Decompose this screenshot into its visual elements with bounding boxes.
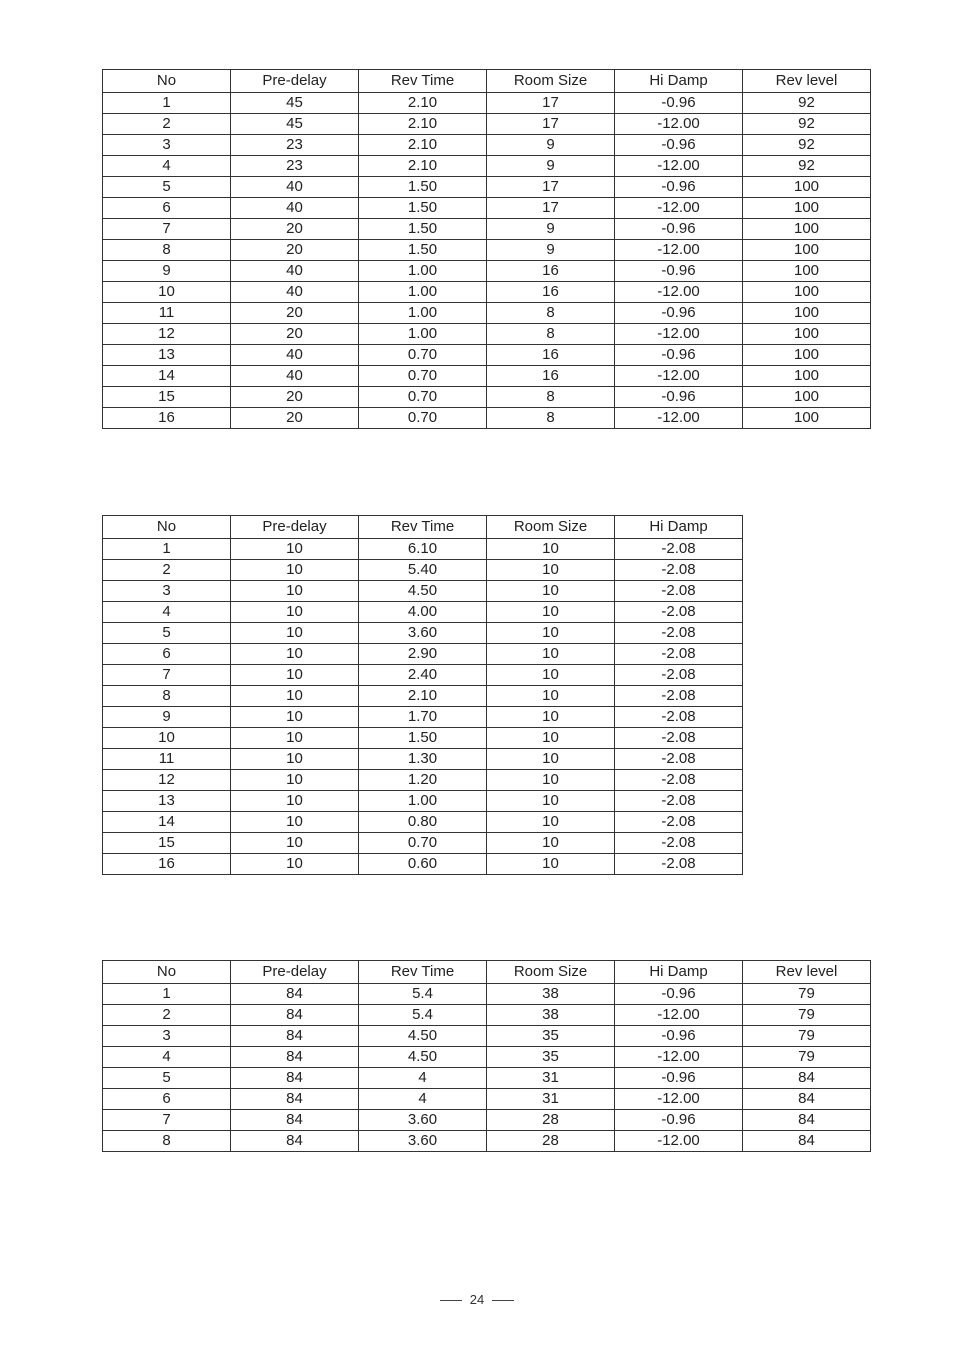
table-cell: -2.08 xyxy=(615,602,743,623)
table-cell: 10 xyxy=(231,665,359,686)
table-cell: 92 xyxy=(743,114,871,135)
column-header: No xyxy=(103,516,231,539)
table-cell: 12 xyxy=(103,324,231,345)
table-cell: -0.96 xyxy=(615,303,743,324)
table-cell: 17 xyxy=(487,93,615,114)
table-cell: 40 xyxy=(231,177,359,198)
table-row xyxy=(103,261,871,282)
table-cell: 100 xyxy=(743,282,871,303)
table-cell: 10 xyxy=(487,707,615,728)
table-row xyxy=(103,135,871,156)
table-cell: 79 xyxy=(743,1026,871,1047)
table-cell: 100 xyxy=(743,177,871,198)
table-cell: -0.96 xyxy=(615,93,743,114)
table-cell: 8 xyxy=(103,240,231,261)
reverb-table-1 xyxy=(102,69,871,429)
table-cell: 4.50 xyxy=(359,1047,487,1068)
table-cell: 4.50 xyxy=(359,581,487,602)
table-cell: 2.10 xyxy=(359,156,487,177)
table-cell: 17 xyxy=(487,114,615,135)
table-cell: 1 xyxy=(103,984,231,1005)
table-cell: -12.00 xyxy=(615,408,743,429)
reverb-table-3 xyxy=(102,960,871,1152)
table-cell: 4 xyxy=(359,1089,487,1110)
table-cell: 9 xyxy=(487,240,615,261)
column-header: Rev level xyxy=(743,70,871,93)
table-cell: 1.00 xyxy=(359,261,487,282)
table-cell: 16 xyxy=(487,282,615,303)
table-cell: -2.08 xyxy=(615,581,743,602)
table-cell: -12.00 xyxy=(615,1047,743,1068)
table-row xyxy=(103,707,743,728)
table-cell: 2.10 xyxy=(359,135,487,156)
table-cell: 1.50 xyxy=(359,177,487,198)
table-cell: 0.70 xyxy=(359,833,487,854)
table-cell: 23 xyxy=(231,156,359,177)
table-cell: 4 xyxy=(103,1047,231,1068)
column-header: Rev Time xyxy=(359,961,487,984)
table-row xyxy=(103,93,871,114)
table-header-row xyxy=(103,516,743,539)
table-cell: 4.00 xyxy=(359,602,487,623)
column-header: Room Size xyxy=(487,516,615,539)
table-cell: -2.08 xyxy=(615,539,743,560)
column-header: No xyxy=(103,70,231,93)
table-cell: 92 xyxy=(743,156,871,177)
table-cell: 17 xyxy=(487,177,615,198)
table-cell: 10 xyxy=(231,854,359,875)
table-cell: 3 xyxy=(103,1026,231,1047)
table-row xyxy=(103,665,743,686)
table-cell: 10 xyxy=(487,749,615,770)
column-header: Room Size xyxy=(487,961,615,984)
table-cell: 5.40 xyxy=(359,560,487,581)
table-cell: 2 xyxy=(103,560,231,581)
table-cell: 84 xyxy=(743,1131,871,1152)
table-cell: 3.60 xyxy=(359,623,487,644)
table-cell: 6 xyxy=(103,1089,231,1110)
table-cell: 79 xyxy=(743,1005,871,1026)
table-cell: 10 xyxy=(487,560,615,581)
table-cell: 100 xyxy=(743,198,871,219)
table-cell: 3.60 xyxy=(359,1131,487,1152)
table-cell: 1.70 xyxy=(359,707,487,728)
table-cell: 17 xyxy=(487,198,615,219)
table-cell: 84 xyxy=(231,1089,359,1110)
table-cell: 9 xyxy=(103,707,231,728)
table-cell: -12.00 xyxy=(615,366,743,387)
table-cell: -12.00 xyxy=(615,240,743,261)
table-cell: 12 xyxy=(103,770,231,791)
table-cell: -2.08 xyxy=(615,707,743,728)
table-cell: 4.50 xyxy=(359,1026,487,1047)
table-cell: 10 xyxy=(487,728,615,749)
table-cell: 1.00 xyxy=(359,324,487,345)
table-cell: 5 xyxy=(103,623,231,644)
table-row xyxy=(103,686,743,707)
table-row xyxy=(103,324,871,345)
table-cell: 1.50 xyxy=(359,240,487,261)
footer-dash-right xyxy=(492,1300,514,1301)
table-cell: 2.90 xyxy=(359,644,487,665)
table-cell: 2.10 xyxy=(359,114,487,135)
table-cell: 9 xyxy=(487,156,615,177)
table-cell: 100 xyxy=(743,219,871,240)
table-cell: 6 xyxy=(103,198,231,219)
table-cell: 6.10 xyxy=(359,539,487,560)
table-cell: 16 xyxy=(103,854,231,875)
table-cell: 1.20 xyxy=(359,770,487,791)
table-cell: 79 xyxy=(743,984,871,1005)
table-cell: 8 xyxy=(487,387,615,408)
table-cell: -0.96 xyxy=(615,387,743,408)
table-cell: -12.00 xyxy=(615,324,743,345)
table-cell: 11 xyxy=(103,749,231,770)
table-cell: 13 xyxy=(103,791,231,812)
table-row xyxy=(103,581,743,602)
table-cell: 0.70 xyxy=(359,387,487,408)
column-header: Rev level xyxy=(743,961,871,984)
table-cell: 10 xyxy=(231,581,359,602)
table-cell: 8 xyxy=(487,324,615,345)
table-row xyxy=(103,240,871,261)
table-cell: 1.00 xyxy=(359,303,487,324)
table-cell: 0.70 xyxy=(359,366,487,387)
table-cell: 16 xyxy=(487,345,615,366)
table-cell: 40 xyxy=(231,261,359,282)
table-row xyxy=(103,791,743,812)
table-cell: 6 xyxy=(103,644,231,665)
table-cell: 3.60 xyxy=(359,1110,487,1131)
table-cell: 1.30 xyxy=(359,749,487,770)
table-row xyxy=(103,539,743,560)
page-footer xyxy=(0,1292,954,1307)
table-cell: 10 xyxy=(231,749,359,770)
table-cell: 84 xyxy=(743,1089,871,1110)
table-cell: -2.08 xyxy=(615,812,743,833)
column-header: Hi Damp xyxy=(615,70,743,93)
table-row xyxy=(103,177,871,198)
table-cell: 100 xyxy=(743,240,871,261)
table-cell: 92 xyxy=(743,93,871,114)
table-row xyxy=(103,198,871,219)
table-cell: 31 xyxy=(487,1089,615,1110)
table-cell: 1 xyxy=(103,539,231,560)
table-cell: 79 xyxy=(743,1047,871,1068)
table-cell: 92 xyxy=(743,135,871,156)
table-cell: 11 xyxy=(103,303,231,324)
table-cell: 9 xyxy=(487,135,615,156)
table-row xyxy=(103,282,871,303)
table-cell: 38 xyxy=(487,1005,615,1026)
table-cell: 100 xyxy=(743,261,871,282)
table-cell: -0.96 xyxy=(615,345,743,366)
table-cell: 5.4 xyxy=(359,1005,487,1026)
table-cell: 10 xyxy=(103,282,231,303)
table-cell: 10 xyxy=(487,854,615,875)
table-cell: 5 xyxy=(103,1068,231,1089)
table-header-row xyxy=(103,70,871,93)
table-cell: -2.08 xyxy=(615,854,743,875)
table-cell: 16 xyxy=(103,408,231,429)
table-cell: 7 xyxy=(103,665,231,686)
table-cell: 10 xyxy=(487,602,615,623)
reverb-table-2 xyxy=(102,515,743,875)
table-cell: 15 xyxy=(103,833,231,854)
column-header: Rev Time xyxy=(359,516,487,539)
table-cell: 1.00 xyxy=(359,791,487,812)
table-row xyxy=(103,602,743,623)
table-cell: 40 xyxy=(231,366,359,387)
table-cell: 100 xyxy=(743,345,871,366)
table-cell: 84 xyxy=(231,1005,359,1026)
table-row xyxy=(103,1131,871,1152)
table-cell: -0.96 xyxy=(615,135,743,156)
table-row xyxy=(103,1089,871,1110)
table-cell: 5.4 xyxy=(359,984,487,1005)
table-cell: 0.60 xyxy=(359,854,487,875)
table-cell: 40 xyxy=(231,198,359,219)
column-header: Hi Damp xyxy=(615,516,743,539)
table-cell: 1.50 xyxy=(359,728,487,749)
table-cell: 10 xyxy=(231,539,359,560)
table-cell: 3 xyxy=(103,581,231,602)
table-row xyxy=(103,408,871,429)
table-cell: 10 xyxy=(231,791,359,812)
table-cell: 10 xyxy=(231,560,359,581)
table-cell: 0.70 xyxy=(359,408,487,429)
table-row xyxy=(103,623,743,644)
table-cell: -12.00 xyxy=(615,1131,743,1152)
table-cell: 2 xyxy=(103,1005,231,1026)
table-cell: 84 xyxy=(743,1068,871,1089)
table-row xyxy=(103,114,871,135)
table-cell: 10 xyxy=(231,812,359,833)
table-cell: 1.00 xyxy=(359,282,487,303)
page-number: 24 xyxy=(469,1292,485,1307)
column-header: No xyxy=(103,961,231,984)
table-cell: -0.96 xyxy=(615,261,743,282)
table-cell: 10 xyxy=(103,728,231,749)
table-cell: 8 xyxy=(487,408,615,429)
table-cell: -2.08 xyxy=(615,644,743,665)
column-header: Pre-delay xyxy=(231,70,359,93)
table-row xyxy=(103,854,743,875)
table-cell: 1.50 xyxy=(359,198,487,219)
table-cell: 84 xyxy=(231,1110,359,1131)
table-cell: 16 xyxy=(487,366,615,387)
table-cell: -2.08 xyxy=(615,728,743,749)
table-cell: 4 xyxy=(359,1068,487,1089)
table-cell: -0.96 xyxy=(615,1068,743,1089)
table-cell: 10 xyxy=(231,728,359,749)
table-cell: 35 xyxy=(487,1026,615,1047)
table-row xyxy=(103,303,871,324)
table-cell: 2.40 xyxy=(359,665,487,686)
table-cell: -0.96 xyxy=(615,1026,743,1047)
table-cell: 8 xyxy=(103,686,231,707)
table-cell: 10 xyxy=(487,539,615,560)
table-cell: 100 xyxy=(743,324,871,345)
table-cell: 10 xyxy=(231,602,359,623)
table-row xyxy=(103,366,871,387)
table-cell: 2.10 xyxy=(359,93,487,114)
table-cell: -2.08 xyxy=(615,665,743,686)
table-cell: 84 xyxy=(743,1110,871,1131)
table-cell: 9 xyxy=(487,219,615,240)
table-cell: 2.10 xyxy=(359,686,487,707)
table-cell: -0.96 xyxy=(615,177,743,198)
table-cell: -2.08 xyxy=(615,623,743,644)
table-header-row xyxy=(103,961,871,984)
table-cell: 0.70 xyxy=(359,345,487,366)
table-cell: -2.08 xyxy=(615,560,743,581)
table-cell: 8 xyxy=(103,1131,231,1152)
table-cell: 10 xyxy=(231,770,359,791)
table-row xyxy=(103,219,871,240)
table-cell: 9 xyxy=(103,261,231,282)
table-row xyxy=(103,345,871,366)
table-cell: 20 xyxy=(231,324,359,345)
table-row xyxy=(103,1068,871,1089)
table-cell: 10 xyxy=(231,833,359,854)
table-row xyxy=(103,984,871,1005)
table-cell: 10 xyxy=(487,833,615,854)
table-cell: 10 xyxy=(487,812,615,833)
table-cell: 38 xyxy=(487,984,615,1005)
table-row xyxy=(103,770,743,791)
table-cell: 20 xyxy=(231,303,359,324)
table-cell: 10 xyxy=(487,791,615,812)
table-cell: 45 xyxy=(231,114,359,135)
table-cell: 10 xyxy=(231,707,359,728)
table-cell: 10 xyxy=(487,623,615,644)
column-header: Room Size xyxy=(487,70,615,93)
table-cell: 84 xyxy=(231,1026,359,1047)
table-cell: 8 xyxy=(487,303,615,324)
table-cell: 100 xyxy=(743,408,871,429)
table-row xyxy=(103,812,743,833)
column-header: Pre-delay xyxy=(231,961,359,984)
table-cell: 28 xyxy=(487,1131,615,1152)
table-cell: 84 xyxy=(231,1047,359,1068)
table-cell: -12.00 xyxy=(615,1089,743,1110)
table-cell: 10 xyxy=(231,686,359,707)
table-cell: -2.08 xyxy=(615,833,743,854)
table-row xyxy=(103,1005,871,1026)
table-cell: 31 xyxy=(487,1068,615,1089)
table-cell: 28 xyxy=(487,1110,615,1131)
table-cell: 10 xyxy=(231,644,359,665)
table-cell: 7 xyxy=(103,219,231,240)
table-cell: 10 xyxy=(487,770,615,791)
table-cell: 4 xyxy=(103,602,231,623)
table-cell: 100 xyxy=(743,387,871,408)
table-cell: 7 xyxy=(103,1110,231,1131)
table-row xyxy=(103,1047,871,1068)
table-cell: 2 xyxy=(103,114,231,135)
table-cell: -0.96 xyxy=(615,1110,743,1131)
column-header: Hi Damp xyxy=(615,961,743,984)
table-cell: 40 xyxy=(231,282,359,303)
table-cell: 84 xyxy=(231,1068,359,1089)
table-row xyxy=(103,728,743,749)
table-cell: 5 xyxy=(103,177,231,198)
table-cell: -12.00 xyxy=(615,114,743,135)
table-cell: 84 xyxy=(231,1131,359,1152)
table-cell: 1.50 xyxy=(359,219,487,240)
footer-dash-left xyxy=(440,1300,462,1301)
table-row xyxy=(103,156,871,177)
table-cell: 23 xyxy=(231,135,359,156)
table-cell: -12.00 xyxy=(615,198,743,219)
table-cell: 3 xyxy=(103,135,231,156)
table-cell: 10 xyxy=(487,581,615,602)
table-cell: 20 xyxy=(231,408,359,429)
table-cell: 45 xyxy=(231,93,359,114)
table-row xyxy=(103,749,743,770)
table-cell: -2.08 xyxy=(615,686,743,707)
table-row xyxy=(103,560,743,581)
table-cell: -12.00 xyxy=(615,282,743,303)
table-row xyxy=(103,1110,871,1131)
table-cell: 16 xyxy=(487,261,615,282)
table-cell: -0.96 xyxy=(615,984,743,1005)
table-cell: 100 xyxy=(743,303,871,324)
table-row xyxy=(103,387,871,408)
table-cell: 40 xyxy=(231,345,359,366)
table-cell: 13 xyxy=(103,345,231,366)
table-cell: 14 xyxy=(103,812,231,833)
table-cell: 10 xyxy=(231,623,359,644)
table-cell: 84 xyxy=(231,984,359,1005)
table-cell: 10 xyxy=(487,644,615,665)
column-header: Rev Time xyxy=(359,70,487,93)
table-cell: -12.00 xyxy=(615,156,743,177)
table-row xyxy=(103,833,743,854)
table-cell: 1 xyxy=(103,93,231,114)
table-row xyxy=(103,1026,871,1047)
table-cell: 14 xyxy=(103,366,231,387)
table-cell: 4 xyxy=(103,156,231,177)
table-cell: -0.96 xyxy=(615,219,743,240)
table-cell: 35 xyxy=(487,1047,615,1068)
table-cell: -2.08 xyxy=(615,749,743,770)
table-cell: 20 xyxy=(231,387,359,408)
table-cell: 0.80 xyxy=(359,812,487,833)
column-header: Pre-delay xyxy=(231,516,359,539)
table-cell: 20 xyxy=(231,219,359,240)
table-cell: -12.00 xyxy=(615,1005,743,1026)
table-cell: 100 xyxy=(743,366,871,387)
table-cell: -2.08 xyxy=(615,791,743,812)
table-cell: 10 xyxy=(487,665,615,686)
table-cell: -2.08 xyxy=(615,770,743,791)
table-row xyxy=(103,644,743,665)
table-cell: 15 xyxy=(103,387,231,408)
table-cell: 20 xyxy=(231,240,359,261)
table-cell: 10 xyxy=(487,686,615,707)
